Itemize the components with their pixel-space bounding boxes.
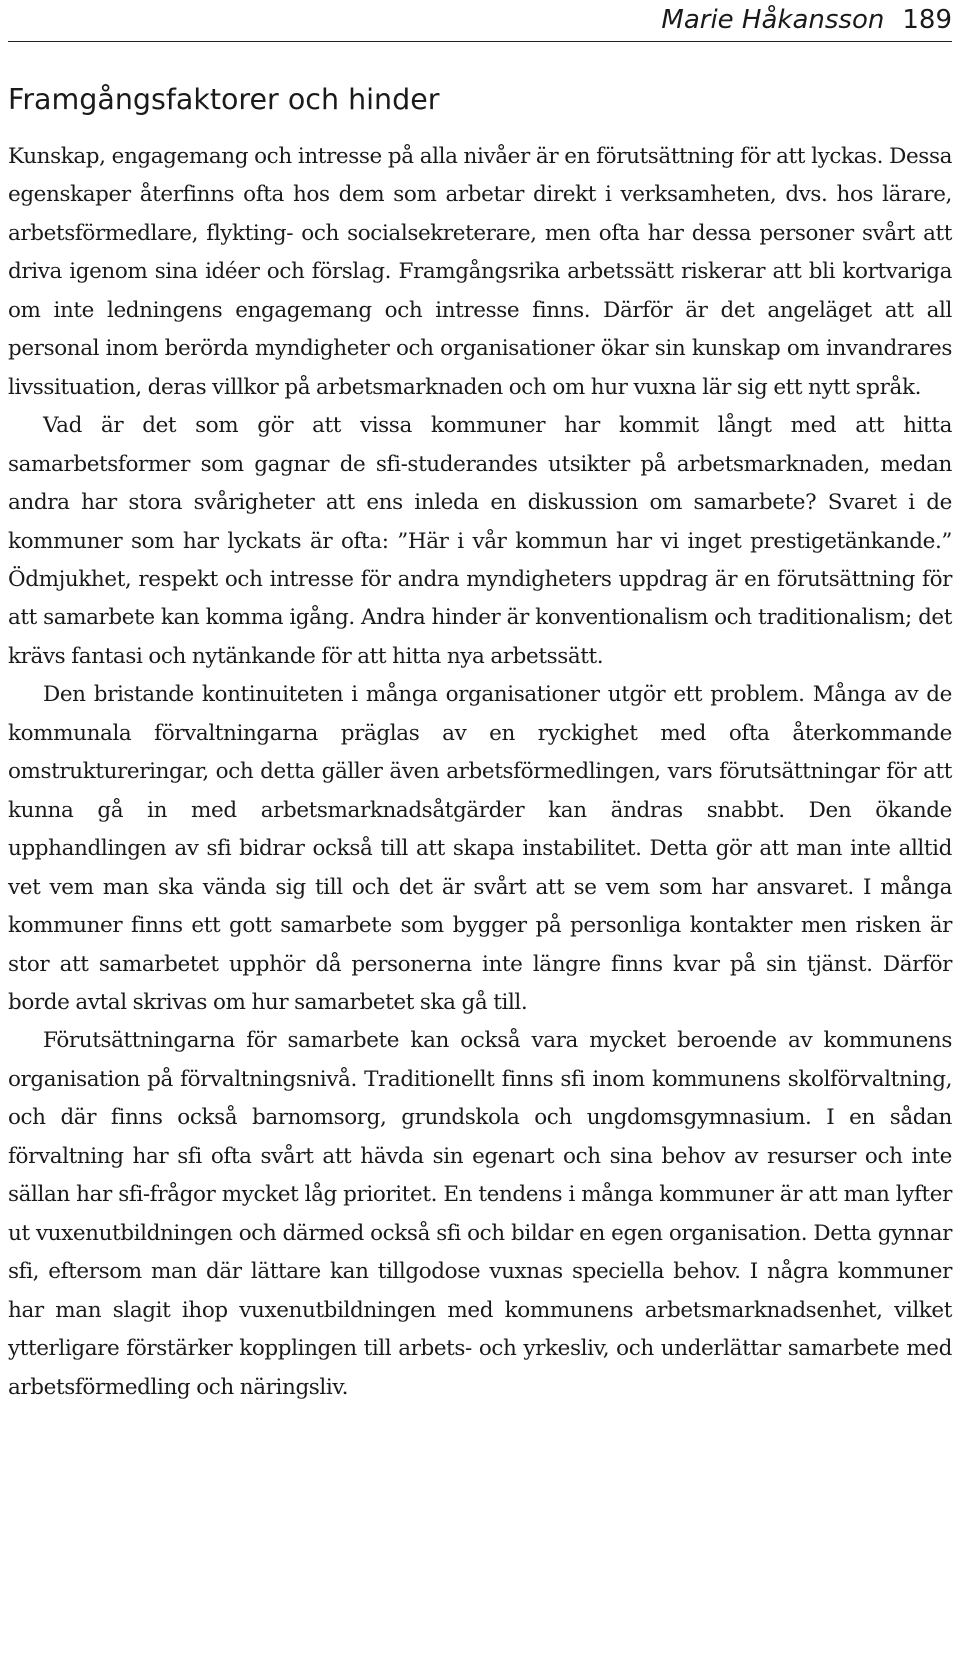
page-number: 189	[902, 5, 952, 35]
paragraph-4: Förutsättningarna för samarbete kan också vara mycket beroende av kommunens organisation på förvaltningsnivå. Traditionellt finns sfi inom kommunens skolförvaltning, och där finns också barnomsorg, grundskola och ungdomsgymnasium. I en sådan förvaltning har sfi ofta svårt att hävda sin egenart och sina behov av resurser och inte sällan har sfi-frågor mycket låg prioritet. En tendens i många kommuner är att man lyfter ut vuxenutbildningen och därmed också sfi och bildar en egen organisation. Detta gynnar sfi, eftersom man där lättare kan tillgodose vuxnas speciella behov. I några kommuner har man slagit ihop vuxenutbildningen med kommunens arbetsmarknadsenhet, vilket ytterligare förstärker kopplingen till arbets- och yrkesliv, och underlättar samarbete med arbetsförmedling och näringsliv.	[8, 1028, 952, 1400]
author-name: Marie Håkansson	[661, 5, 885, 35]
running-header	[8, 0, 952, 42]
paragraph-3: Den bristande kontinuiteten i många organisationer utgör ett problem. Många av de kommunala förvaltningarna präglas av en ryckighet med ofta återkommande omstruktureringar, och detta gäller även arbetsförmedlingen, vars förutsättningar för att kunna gå in med arbetsmarknadsåtgärder kan ändras snabbt. Den ökande upphandlingen av sfi bidrar också till att skapa instabilitet. Detta gör att man inte alltid vet vem man ska vända sig till och det är svårt att se vem som har ansvaret. I många kommuner finns ett gott samarbete som bygger på personliga kontakter men risken är stor att samarbetet upphör då personerna inte längre finns kvar på sin tjänst. Därför borde avtal skrivas om hur samarbetet ska gå till.	[8, 682, 952, 1015]
book-page	[8, 0, 952, 1659]
paragraph-1: Kunskap, engagemang och intresse på alla nivåer är en förutsättning för att lyckas. Dessa egenskaper återfinns ofta hos dem som arbetar direkt i verksamheten, dvs. hos lärare, arbetsförmedlare, flykting- och socialsekreterare, men ofta har dessa personer svårt att driva igenom sina idéer och förslag. Framgångsrika arbetssätt riskerar att bli kortvariga om inte ledningens engagemang och intresse finns. Därför är det angeläget att all personal inom berörda myndigheter och organisationer ökar sin kunskap om invandrares livssituation, deras villkor på arbetsmarknaden och om hur vuxna lär sig ett nytt språk.	[8, 144, 952, 400]
body-text	[8, 138, 952, 1407]
paragraph-2: Vad är det som gör att vissa kommuner har kommit långt med att hitta samarbetsformer som gagnar de sfi-studerandes utsikter på arbetsmarknaden, medan andra har stora svårigheter att ens inleda en diskussion om samarbete? Svaret i de kommuner som har lyckats är ofta: ”Här i vår kommun har vi inget prestigetänkande.” Ödmjukhet, respekt och intresse för andra myndigheters uppdrag är en förutsättning för att samarbete kan komma igång. Andra hinder är konventionalism och traditionalism; det krävs fantasi och nytänkande för att hitta nya arbetssätt.	[8, 413, 952, 669]
section-heading: Framgångsfaktorer och hinder	[8, 83, 440, 116]
